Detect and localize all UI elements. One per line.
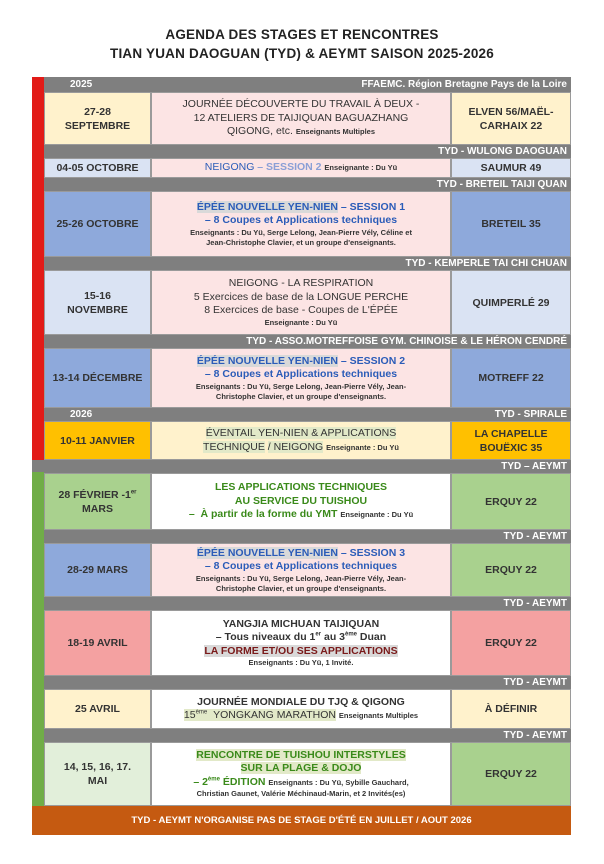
- event-place: [451, 348, 571, 408]
- event-line-text: – Tous niveaux du 1: [215, 631, 316, 644]
- event-line-text: [193, 776, 265, 788]
- event-teachers: Enseignants Multiples: [338, 711, 419, 720]
- page-subtitle: TIAN YUAN DAOGUAN (TYD) & AEYMT SAISON 2025-2026: [110, 46, 494, 61]
- event-date-text: 15-16 NOVEMBRE: [67, 289, 128, 316]
- event-teachers: Enseignante : Du Yü: [264, 317, 338, 327]
- left-strip-green: [32, 472, 44, 806]
- event-line-text: RENCONTRE DE TUISHOU INTERSTYLES: [196, 748, 406, 761]
- event-description: [151, 689, 451, 729]
- event-line: AU SERVICE DU TUISHOU: [234, 494, 368, 507]
- event-line: – 8 Coupes et Applications techniques: [204, 368, 398, 380]
- band-2025: [44, 77, 571, 92]
- band-label: TYD - WULONG DAOGUAN: [438, 146, 567, 157]
- event-line-text: À partir de la forme du YMT: [200, 508, 338, 521]
- band-label: TYD - ASSO.MOTREFFOISE GYM. CHINOISE & LE HÉRON CENDRÉ: [246, 336, 567, 347]
- event-line-text: / NEIGONG: [267, 440, 324, 453]
- event-place-text: ERQUY 22: [485, 495, 537, 508]
- event-date-part: MARS: [82, 502, 113, 515]
- band-label: TYD - SPIRALE: [494, 409, 567, 420]
- event-teachers: Christophe Clavier, et un groupe d'enseignants.: [215, 583, 387, 593]
- event-date-text: 18-19 AVRIL: [67, 637, 128, 649]
- event-line-text: ÉVENTAIL YEN-NIEN & APPLICATIONS: [205, 427, 397, 439]
- event-line: 5 Exercices de base de la LONGUE PERCHE: [193, 290, 409, 303]
- event-line: JOURNÉE MONDIALE DU TJQ & QIGONG: [197, 695, 405, 708]
- event-description: [151, 158, 451, 178]
- event-line: [227, 125, 375, 139]
- event-session: – SESSION 1: [340, 200, 406, 213]
- event-date: [44, 421, 151, 460]
- event-line: [204, 645, 397, 659]
- event-place-text: ERQUY 22: [485, 564, 537, 576]
- event-line: – 8 Coupes et Applications techniques: [204, 560, 398, 572]
- event-sup: ème: [207, 776, 220, 783]
- event-teachers: Enseignante : Du Yü: [340, 510, 414, 520]
- event-place-text: ERQUY 22: [485, 768, 537, 780]
- event-date: [44, 92, 151, 145]
- event-line-text: LA FORME ET/OU SES APPLICATIONS: [204, 644, 398, 657]
- event-place: [451, 270, 571, 335]
- event-date-text: 25-26 OCTOBRE: [56, 218, 139, 230]
- event-line-text: – 2: [193, 775, 208, 788]
- event-place: [451, 191, 571, 257]
- event-description: [151, 348, 451, 408]
- event-date-text: 14, 15, 16, 17. MAI: [63, 761, 132, 787]
- event-date-text: 25 AVRIL: [75, 703, 120, 715]
- event-line-text: ÉPÉE NOUVELLE YEN-NIEN: [196, 200, 338, 213]
- event-session: – SESSION 3: [340, 546, 406, 559]
- event-place: [451, 421, 571, 460]
- event-sup: er: [315, 631, 322, 638]
- event-line: 8 Exercices de base - Coupes de L'ÉPÉE: [204, 304, 398, 317]
- event-sup: ème: [345, 631, 358, 638]
- event-place: [451, 610, 571, 676]
- left-strip-red: [32, 77, 44, 469]
- band-label: TYD – AEYMT: [501, 461, 567, 472]
- event-line: [203, 441, 399, 455]
- event-description: [151, 543, 451, 597]
- event-line-text: SUR LA PLAGE & DOJO: [240, 762, 362, 775]
- event-line: LES APPLICATIONS TECHNIQUES: [214, 481, 388, 494]
- event-teachers: Enseignants : Du Yü, Serge Lelong, Jean-Pierre Vély, Jean-: [195, 381, 407, 391]
- event-line: 12 ATELIERS DE TAIJIQUAN BAGUAZHANG: [193, 111, 409, 124]
- band-kemperle: [44, 257, 571, 270]
- event-date: [44, 473, 151, 530]
- event-line-text: QIGONG, etc.: [226, 125, 293, 138]
- band-breteil: [44, 178, 571, 191]
- event-place-text: ERQUY 22: [485, 637, 537, 649]
- event-line: JOURNÉE DÉCOUVERTE DU TRAVAIL À DEUX -: [182, 98, 420, 111]
- event-line-text: TECHNIQUE: [203, 440, 265, 453]
- band-year: 2026: [70, 409, 93, 420]
- band-label: TYD - BRETEIL TAIJI QUAN: [436, 179, 567, 190]
- band-label: TYD - AEYMT: [503, 730, 567, 741]
- band-motreff: [44, 335, 571, 348]
- event-description: [151, 742, 451, 806]
- event-teachers: Christophe Clavier, et un groupe d'enseignants.: [215, 391, 387, 401]
- event-date-text: [50, 488, 145, 516]
- event-date: [44, 158, 151, 178]
- event-place: [451, 543, 571, 597]
- event-place-text: ELVEN 56/MAËL-CARHAIX 22: [468, 105, 554, 132]
- band-aeymt: [44, 530, 571, 543]
- band-label: TYD - AEYMT: [503, 677, 567, 688]
- event-line: [196, 749, 405, 763]
- event-place: [451, 742, 571, 806]
- event-line: YANGJIA MICHUAN TAIJIQUAN: [222, 617, 380, 630]
- band-2026: [44, 408, 571, 421]
- event-date: [44, 543, 151, 597]
- event-teachers: Christian Gaunet, Valérie Méchinaud-Marin, et 2 Invités(es): [196, 789, 406, 799]
- band-year: 2025: [70, 79, 93, 90]
- event-line: [193, 776, 408, 790]
- event-teachers: Jean-Christophe Clavier, et un groupe d'enseignants.: [206, 237, 396, 247]
- event-teachers: Enseignants : Du Yü, Serge Lelong, Jean-Pierre Vély, Jean-: [195, 573, 407, 583]
- event-date: [44, 191, 151, 257]
- event-line: NEIGONG: [204, 161, 255, 174]
- event-teachers: Enseignants : Du Yü, Serge Lelong, Jean-Pierre Vély, Céline et: [190, 227, 412, 237]
- band-label: TYD - AEYMT: [503, 531, 567, 542]
- event-line-text: ÉPÉE NOUVELLE YEN-NIEN: [196, 546, 338, 559]
- event-date-text: 28-29 MARS: [67, 564, 128, 576]
- event-date-text: 10-11 JANVIER: [60, 434, 135, 447]
- event-line: – À partir de la forme du YMT Enseignante : Du Yü: [188, 508, 414, 521]
- event-place-text: SAUMUR 49: [480, 162, 542, 174]
- band-aeymt: [44, 729, 571, 742]
- event-date-text: 27-28 SEPTEMBRE: [64, 105, 131, 132]
- event-place: [451, 92, 571, 145]
- event-place: [451, 158, 571, 178]
- band-label: TYD - KEMPERLE TAI CHI CHUAN: [405, 258, 567, 269]
- event-line: NEIGONG - LA RESPIRATION: [228, 277, 374, 290]
- event-place-text: À DÉFINIR: [484, 703, 538, 715]
- band-aeymt: [44, 460, 571, 473]
- page-title: AGENDA DES STAGES ET RENCONTRES: [165, 27, 439, 42]
- event-date: [44, 348, 151, 408]
- event-description: [151, 92, 451, 145]
- event-place: [451, 689, 571, 729]
- band-label: TYD - AEYMT: [503, 598, 567, 609]
- band-federation: FFAEMC. Région Bretagne Pays de la Loire: [361, 79, 567, 90]
- event-description: [151, 473, 451, 530]
- event-date: [44, 270, 151, 335]
- event-place-text: BRETEIL 35: [481, 218, 541, 230]
- event-date-sup: er: [130, 489, 137, 495]
- event-line-text: [184, 709, 336, 721]
- event-line: [216, 631, 386, 645]
- event-place-text: MOTREFF 22: [478, 372, 544, 384]
- event-place-text: QUIMPERLÉ 29: [472, 296, 550, 309]
- event-date: [44, 742, 151, 806]
- event-line: [206, 427, 396, 441]
- event-description: [151, 270, 451, 335]
- band-aeymt: [44, 676, 571, 689]
- event-line-text: ÉPÉE NOUVELLE YEN-NIEN: [196, 354, 338, 367]
- event-line: [197, 355, 405, 369]
- event-teachers: Enseignante : Du Yü: [326, 442, 399, 452]
- event-session: – SESSION 2: [257, 161, 322, 174]
- event-session: – SESSION 2: [340, 354, 406, 367]
- event-line-text: 15: [183, 709, 196, 721]
- event-line-text: YONGKANG MARATHON: [213, 709, 336, 721]
- event-line: [197, 547, 405, 561]
- event-line: – 8 Coupes et Applications techniques: [204, 214, 398, 226]
- event-date-text: 13-14 DÉCEMBRE: [52, 372, 143, 384]
- event-description: [151, 610, 451, 676]
- event-sup: ème: [195, 709, 208, 716]
- event-line: [197, 201, 405, 215]
- event-teachers: Enseignante : Du Yü: [324, 163, 398, 172]
- event-teachers: Enseignants : Du Yü, Sybille Gauchard,: [268, 777, 409, 787]
- event-place-text: LA CHAPELLE BOUËXIC 35: [474, 427, 548, 454]
- left-strip-gray: [32, 460, 44, 472]
- event-description: [151, 421, 451, 460]
- event-line-text: ÉDITION: [219, 775, 266, 788]
- band-aeymt: [44, 597, 571, 610]
- event-date-text: 04-05 OCTOBRE: [56, 162, 139, 174]
- event-description: [151, 191, 451, 257]
- event-date: [44, 610, 151, 676]
- event-line: [241, 762, 362, 776]
- band-wulong: [44, 145, 571, 158]
- event-place: [451, 473, 571, 530]
- event-teachers: Enseignants Multiples: [295, 127, 376, 137]
- footer-notice: TYD - AEYMT N'ORGANISE PAS DE STAGE D'ÉTÉ EN JUILLET / AOUT 2026: [32, 806, 571, 835]
- event-date: [44, 689, 151, 729]
- event-line-text: au 3: [321, 631, 345, 644]
- event-date-part: 28 FÉVRIER -1: [58, 488, 131, 501]
- event-teachers: Enseignants : Du Yü, 1 Invité.: [248, 658, 354, 668]
- event-line-text: Duan: [357, 631, 387, 644]
- event-line: [184, 709, 418, 723]
